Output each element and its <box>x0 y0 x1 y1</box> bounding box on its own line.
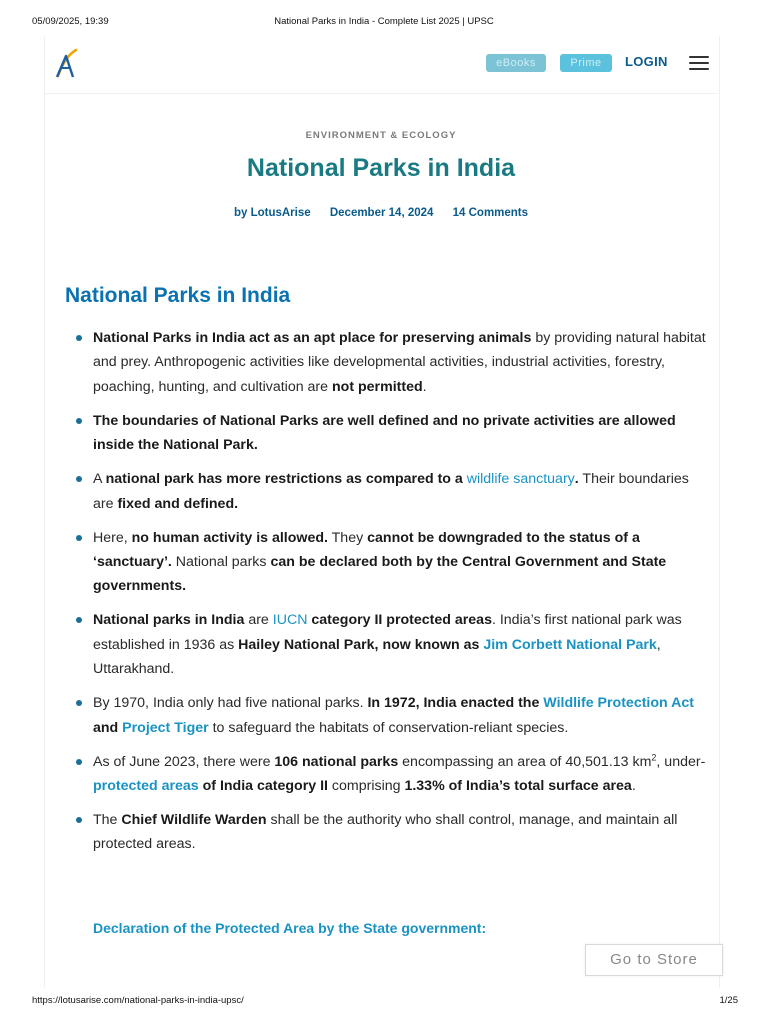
bold-text: and <box>93 719 123 736</box>
print-page-number: 1/25 <box>719 995 738 1006</box>
print-header <box>0 16 768 30</box>
header-divider <box>44 93 718 94</box>
print-url: https://lotusarise.com/national-parks-in-india-upsc/ <box>32 995 244 1006</box>
author-link[interactable]: by LotusArise <box>233 207 311 219</box>
ebooks-button[interactable]: eBooks <box>486 54 546 72</box>
bold-text: 106 national parks <box>274 753 399 770</box>
bold-text: of India category II <box>198 778 328 795</box>
print-footer <box>0 995 768 1009</box>
superscript: 2 <box>651 751 657 762</box>
article-category[interactable]: ENVIRONMENT & ECOLOGY <box>305 130 457 141</box>
text-run: By 1970, India only had five national parks. <box>93 695 368 712</box>
print-datetime: 05/09/2025, 19:39 <box>32 16 109 27</box>
inline-link[interactable]: IUCN <box>272 612 308 629</box>
bold-text: can be declared both by the Central Government and State governments. <box>93 554 667 595</box>
hamburger-menu-icon[interactable] <box>689 55 709 71</box>
bold-text: fixed and defined. <box>117 495 239 512</box>
bold-text: cannot be downgraded to the status of a ‘sanctuary’. <box>93 529 640 571</box>
text-run: A <box>93 471 106 488</box>
bold-text: In 1972, India enacted the <box>367 695 544 712</box>
bold-text: National parks in India <box>93 612 245 629</box>
list-item <box>65 691 710 740</box>
article-title: National Parks in India <box>246 154 516 182</box>
text-run: Their boundaries are <box>93 471 689 512</box>
inline-link[interactable]: wildlife sanctuary <box>466 471 575 488</box>
text-run: . <box>631 778 636 795</box>
text-run: shall be the authority who shall control, manage, and maintain all protected areas. <box>93 812 678 853</box>
list-item <box>65 608 710 681</box>
list-item <box>65 526 710 599</box>
article-body <box>65 326 710 866</box>
print-page-title: National Parks in India - Complete List 2025 | UPSC <box>274 16 494 27</box>
text-run: . India’s first national park was established in 1936 as <box>93 612 682 653</box>
inline-link[interactable]: protected areas <box>93 778 199 795</box>
text-run: They <box>327 529 368 546</box>
bullet-list <box>65 326 710 857</box>
date-link[interactable]: December 14, 2024 <box>329 207 434 219</box>
inline-link[interactable]: Wildlife Protection Act <box>543 695 694 712</box>
list-item <box>65 467 710 516</box>
comments-link[interactable]: 14 Comments <box>452 207 529 219</box>
bold-text: not permitted <box>332 378 423 395</box>
bold-text: Hailey National Park, now known as <box>238 636 484 653</box>
login-link[interactable]: LOGIN <box>625 54 668 69</box>
text-run: Here, <box>93 529 132 546</box>
text-run: The <box>93 812 122 829</box>
section-heading: National Parks in India <box>65 284 291 307</box>
article-meta <box>44 207 718 219</box>
text-run: to safeguard the habitats of conservation-reliant species. <box>208 719 569 736</box>
go-to-store-button[interactable]: Go to Store <box>585 944 723 976</box>
bold-text: no human activity is allowed. <box>131 529 328 546</box>
text-run: , Uttarakhand. <box>93 636 661 678</box>
text-run: , under- <box>656 753 706 770</box>
bold-text: National Parks in India act as an apt place for preserving animals <box>93 330 532 346</box>
prime-button[interactable]: Prime <box>560 54 612 72</box>
lotusarise-logo-icon[interactable] <box>52 48 80 80</box>
site-header <box>44 44 718 84</box>
text-run: comprising <box>327 778 405 795</box>
list-item <box>65 326 710 399</box>
list-item <box>65 409 710 458</box>
text-run: encompassing an area of 40,501.13 km <box>398 753 652 770</box>
list-item <box>65 808 710 857</box>
inline-link[interactable]: Jim Corbett National Park <box>483 636 657 653</box>
bold-text: category II protected areas <box>307 612 492 629</box>
bold-text: Chief Wildlife Warden <box>121 812 267 829</box>
text-run: by providing natural habitat and prey. Anthropogenic activities like developmental activities, industrial activities, forestry, poaching, hunting, and cultivation are <box>93 330 706 395</box>
text-run: are <box>244 612 273 629</box>
text-run: As of June 2023, there were <box>93 753 275 770</box>
text-run: . <box>422 378 427 395</box>
list-item <box>65 750 710 799</box>
inline-link[interactable]: Project Tiger <box>122 719 209 736</box>
bold-text: . <box>574 471 579 488</box>
bold-text: The boundaries of National Parks are well defined and no private activities are allowed inside the National Park. <box>93 412 676 454</box>
bold-text: 1.33% of India’s total surface area <box>404 778 632 795</box>
text-run: National parks <box>171 554 271 571</box>
bold-text: national park has more restrictions as compared to a <box>105 471 467 488</box>
declaration-subheading: Declaration of the Protected Area by the State government: <box>93 920 487 936</box>
